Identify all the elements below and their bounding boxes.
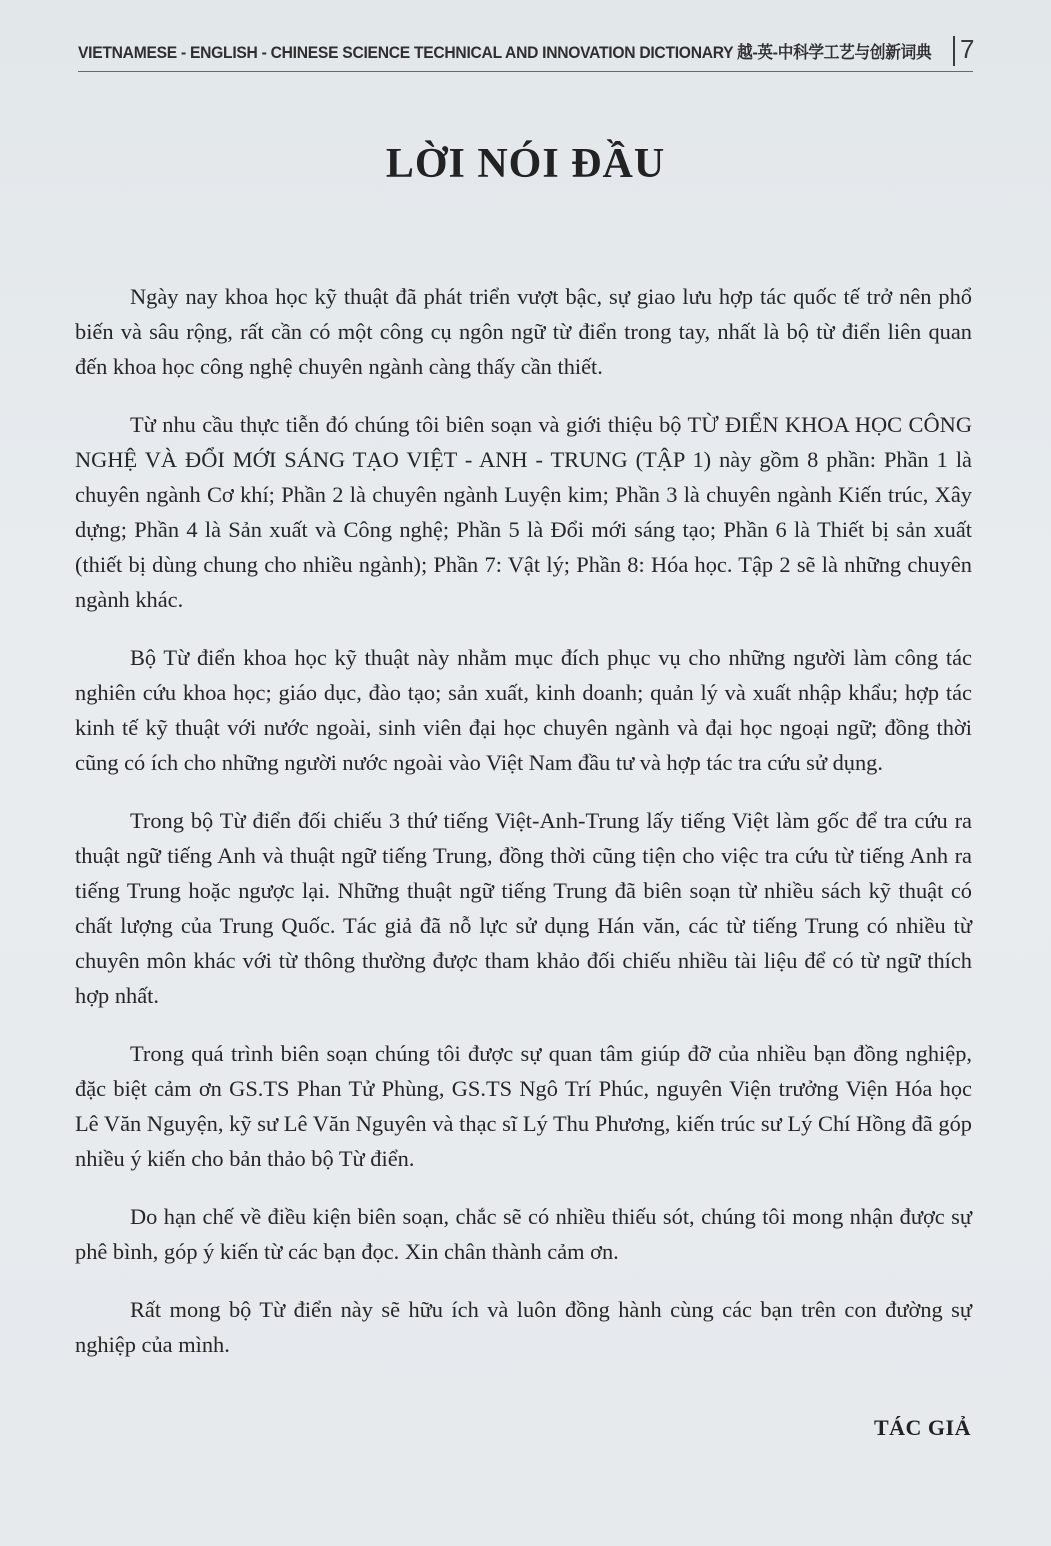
body-text [75,279,972,1385]
page-number: 7 [960,34,975,64]
paragraph: Từ nhu cầu thực tiễn đó chúng tôi biên soạn và giới thiệu bộ TỪ ĐIỂN KHOA HỌC CÔNG NGHỆ VÀ ĐỔI MỚI SÁNG TẠO VIỆT - ANH - TRUNG (TẬP 1) này gồm 8 phần: Phần 1 là chuyên ngành Cơ khí; Phần 2 là chuyên ngành Luyện kim; Phần 3 là chuyên ngành Kiến trúc, Xây dựng; Phần 4 là Sản xuất và Công nghệ; Phần 5 là Đổi mới sáng tạo; Phần 6 là Thiết bị sản xuất (thiết bị dùng chung cho nhiều ngành); Phần 7: Vật lý; Phần 8: Hóa học. Tập 2 sẽ là những chuyên ngành khác. [75,412,972,612]
paragraph: Rất mong bộ Từ điển này sẽ hữu ích và luôn đồng hành cùng các bạn trên con đường sự nghiệp của mình. [75,1297,972,1357]
paragraph: Bộ Từ điển khoa học kỹ thuật này nhằm mục đích phục vụ cho những người làm công tác nghiên cứu khoa học; giáo dục, đào tạo; sản xuất, kinh doanh; quản lý và xuất nhập khẩu; hợp tác kinh tế kỹ thuật với nước ngoài, sinh viên đại học chuyên ngành và đại học ngoại ngữ; đồng thời cũng có ích cho những người nước ngoài vào Việt Nam đầu tư và hợp tác tra cứu sử dụng. [75,645,972,775]
page-title: LỜI NÓI ĐẦU [385,141,666,187]
author-signature: TÁC GIẢ [873,1415,971,1440]
page-number-divider [953,36,955,66]
running-head: VIETNAMESE - ENGLISH - CHINESE SCIENCE TECHNICAL AND INNOVATION DICTIONARY 越-英-中科学工艺与创新词典 [78,43,932,62]
header-rule [78,71,973,72]
paragraph: Trong quá trình biên soạn chúng tôi được sự quan tâm giúp đỡ của nhiều bạn đồng nghiệp, đặc biệt cảm ơn GS.TS Phan Tử Phùng, GS.TS Ngô Trí Phúc, nguyên Viện trưởng Viện Hóa học Lê Văn Nguyện, kỹ sư Lê Văn Nguyên và thạc sĩ Lý Thu Phương, kiến trúc sư Lý Chí Hồng đã góp nhiều ý kiến cho bản thảo bộ Từ điển. [75,1041,972,1171]
paragraph: Do hạn chế về điều kiện biên soạn, chắc sẽ có nhiều thiếu sót, chúng tôi mong nhận được sự phê bình, góp ý kiến từ các bạn đọc. Xin chân thành cảm ơn. [75,1204,972,1264]
paragraph: Ngày nay khoa học kỹ thuật đã phát triển vượt bậc, sự giao lưu hợp tác quốc tế trở nên phổ biến và sâu rộng, rất cần có một công cụ ngôn ngữ từ điển trong tay, nhất là bộ từ điển liên quan đến khoa học công nghệ chuyên ngành càng thấy cần thiết. [75,284,972,379]
paragraph: Trong bộ Từ điển đối chiếu 3 thứ tiếng Việt-Anh-Trung lấy tiếng Việt làm gốc để tra cứu ra thuật ngữ tiếng Anh và thuật ngữ tiếng Trung, đồng thời cũng tiện cho việc tra cứu từ tiếng Anh ra tiếng Trung hoặc ngược lại. Những thuật ngữ tiếng Trung đã biên soạn từ nhiều sách kỹ thuật có chất lượng của Trung Quốc. Tác giả đã nỗ lực sử dụng Hán văn, các từ tiếng Trung có nhiều từ chuyên môn khác với từ thông thường được tham khảo đối chiếu nhiều tài liệu để có từ ngữ thích hợp nhất. [75,808,972,1008]
